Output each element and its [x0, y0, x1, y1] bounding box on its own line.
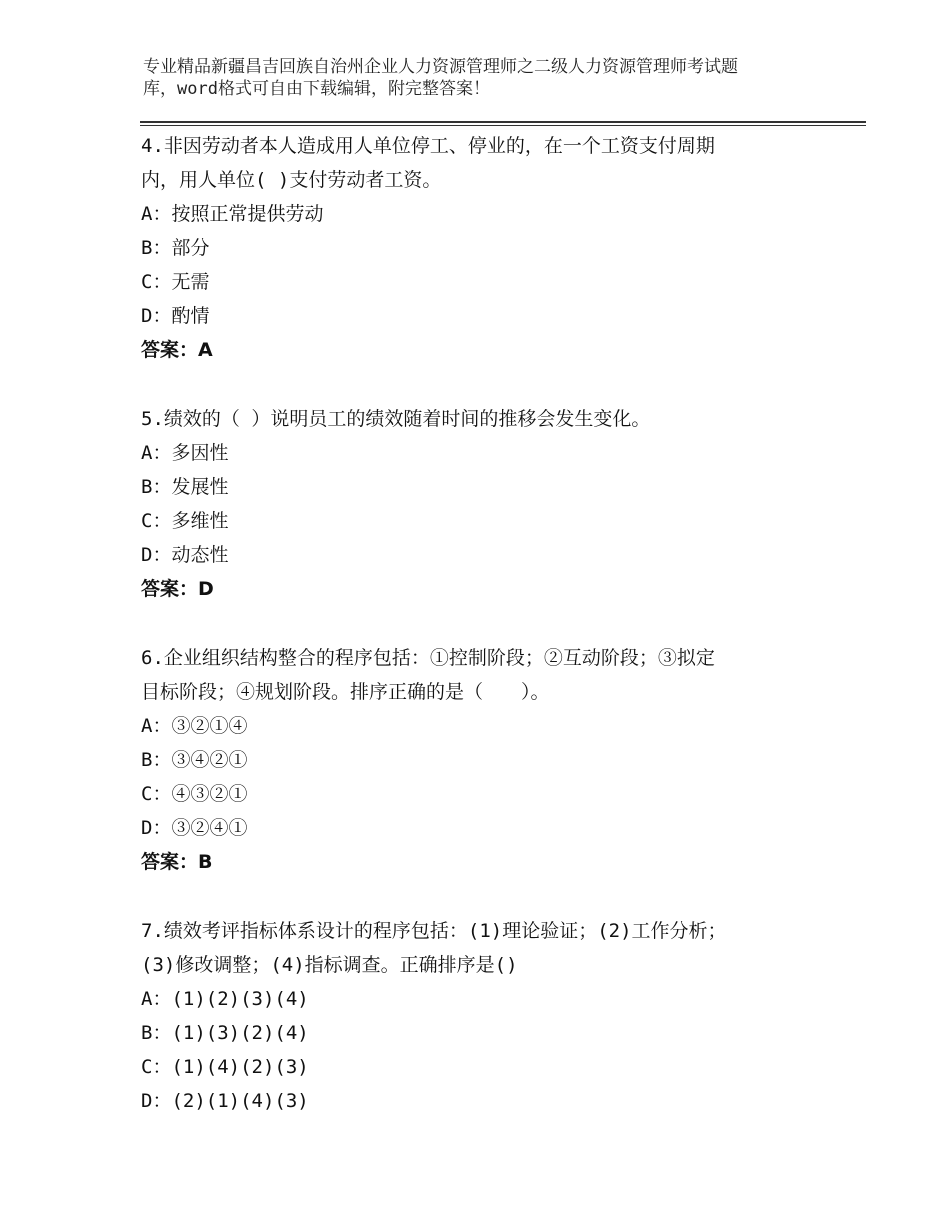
question-stem	[141, 402, 821, 436]
question-4	[141, 129, 821, 367]
option-b: B：部分	[141, 237, 210, 259]
stem-line: 4.非因劳动者本人造成用人单位停工、停业的，在一个工资支付周期	[141, 135, 715, 157]
question-list	[141, 129, 821, 1153]
question-stem	[141, 641, 821, 709]
option-c: C：④③②①	[141, 783, 248, 805]
option-d: D：酌情	[141, 305, 210, 327]
option-a: A：按照正常提供劳动	[141, 203, 324, 225]
option-c: C：(1)(4)(2)(3)	[141, 1056, 309, 1078]
option-a: A：多因性	[141, 442, 229, 464]
option-a: A：(1)(2)(3)(4)	[141, 988, 309, 1010]
option-a: A：③②①④	[141, 715, 248, 737]
question-stem	[141, 914, 821, 982]
answer: 答案：A	[141, 339, 213, 361]
stem-line: 内，用人单位( )支付劳动者工资。	[141, 169, 442, 191]
header-line-2: 库，word格式可自由下载编辑，附完整答案！	[143, 79, 490, 99]
question-stem	[141, 129, 821, 197]
page-header	[143, 56, 823, 100]
stem-line: 5.绩效的（ ）说明员工的绩效随着时间的推移会发生变化。	[141, 408, 651, 430]
stem-line: (3)修改调整；(4)指标调查。正确排序是()	[141, 954, 518, 976]
question-6	[141, 641, 821, 879]
option-d: D：③②④①	[141, 817, 248, 839]
stem-line: 目标阶段；④规划阶段。排序正确的是（ ）。	[141, 681, 550, 703]
option-d: D：(2)(1)(4)(3)	[141, 1090, 309, 1112]
option-b: B：发展性	[141, 476, 229, 498]
question-5	[141, 402, 821, 606]
stem-line: 7.绩效考评指标体系设计的程序包括：(1)理论验证；(2)工作分析；	[141, 920, 727, 942]
header-rule-thick	[140, 121, 866, 123]
option-c: C：无需	[141, 271, 210, 293]
option-c: C：多维性	[141, 510, 229, 532]
option-b: B：③④②①	[141, 749, 248, 771]
header-line-1: 专业精品新疆昌吉回族自治州企业人力资源管理师之二级人力资源管理师考试题	[143, 57, 738, 77]
stem-line: 6.企业组织结构整合的程序包括：①控制阶段；②互动阶段；③拟定	[141, 647, 715, 669]
option-b: B：(1)(3)(2)(4)	[141, 1022, 309, 1044]
option-d: D：动态性	[141, 544, 229, 566]
header-rule-thin	[140, 125, 866, 126]
question-7	[141, 914, 821, 1118]
answer: 答案：B	[141, 851, 213, 873]
answer: 答案：D	[141, 578, 214, 600]
